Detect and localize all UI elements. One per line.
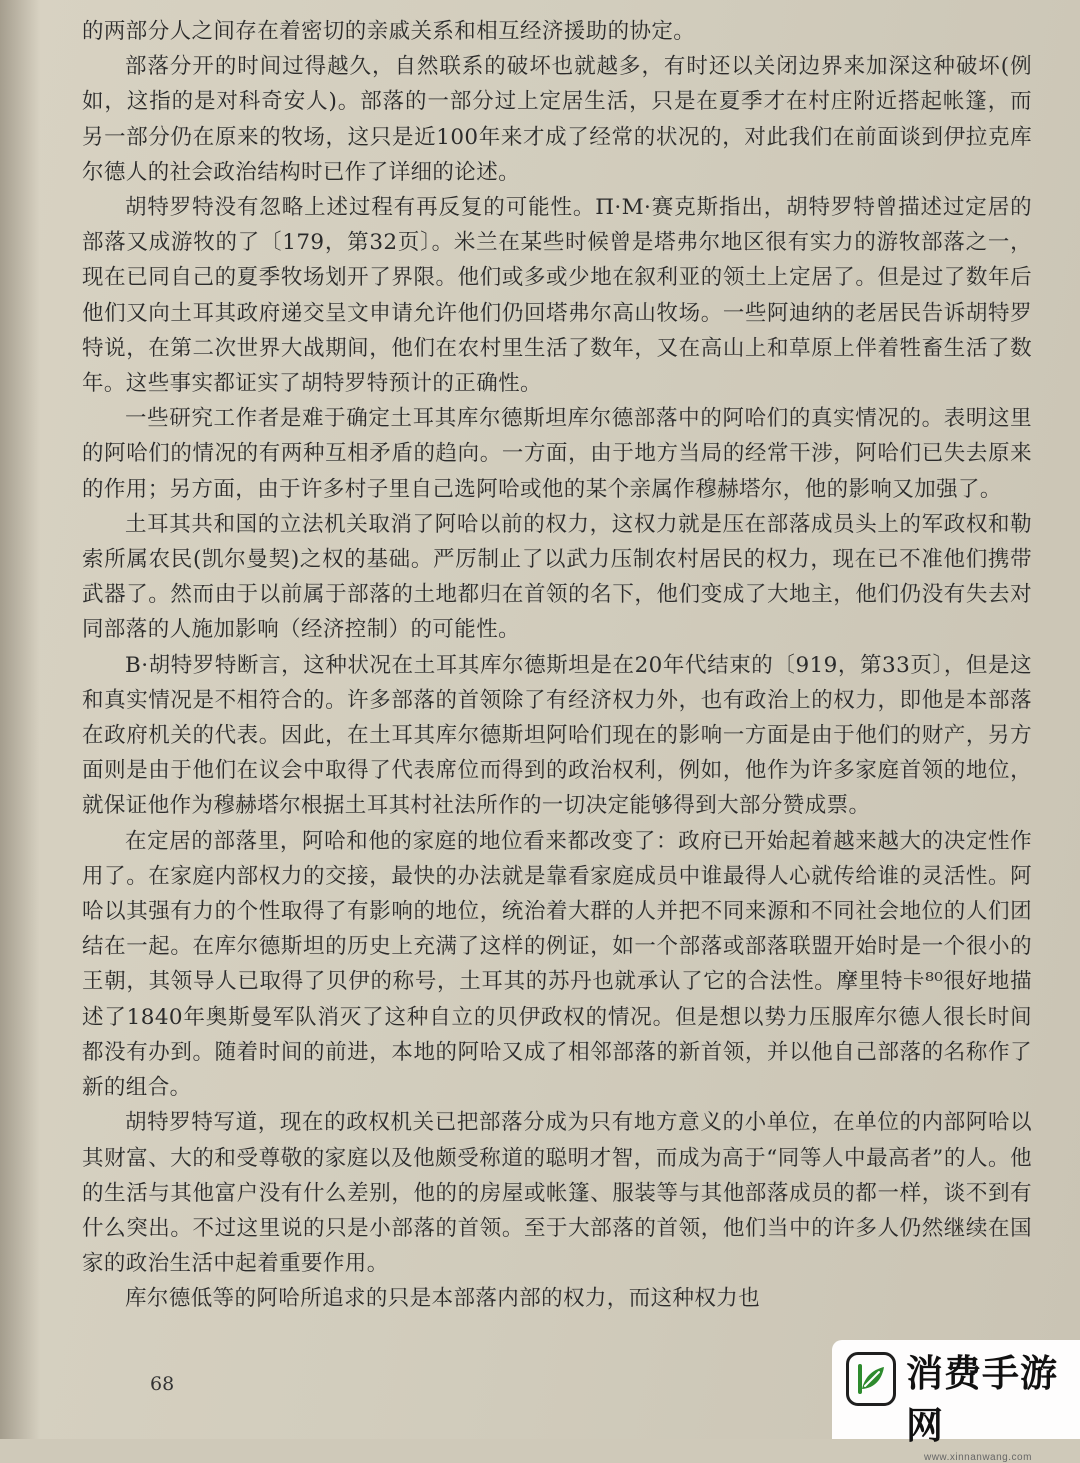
page-number: 68	[150, 1373, 175, 1395]
paragraph: 部落分开的时间过得越久，自然联系的破坏也就越多，有时还以关闭边界来加深这种破坏(例如，这指的是对科奇安人)。部落的一部分过上定居生活，只是在夏季才在村庄附近搭起帐篷，而另一部分仍在原来的牧场，这只是近100年来才成了经常的状况的，对此我们在前面谈到伊拉克库尔德人的社会政治结构时已作了详细的论述。	[82, 54, 1032, 185]
site-watermark	[832, 1340, 1080, 1463]
leaf-logo-icon	[846, 1352, 896, 1406]
paragraph: 土耳其共和国的立法机关取消了阿哈以前的权力，这权力就是压在部落成员头上的军政权和勒索所属农民(凯尔曼契)之权的基础。严厉制止了以武力压制农村居民的权力，现在已不准他们携带武器了。然而由于以前属于部落的土地都归在首领的名下，他们变成了大地主，他们仍没有失去对同部落的人施加影响（经济控制）的可能性。	[82, 511, 1032, 643]
paragraph-truncated: 库尔德低等的阿哈所追求的只是本部落内部的权力，而这种权力也	[125, 1286, 761, 1312]
paragraph: 一些研究工作者是难于确定土耳其库尔德斯坦库尔德部落中的阿哈们的真实情况的。表明这里的阿哈们的情况的有两种互相矛盾的趋向。一方面，由于地方当局的经常干涉，阿哈们已失去原来的作用；另方面，由于许多村子里自己选阿哈或他的某个亲属作穆赫塔尔，他的影响又加强了。	[82, 406, 1032, 502]
paragraph: B·胡特罗特断言，这种状况在土耳其库尔德斯坦是在20年代结束的〔919，第33页〕，但是这和真实情况是不相符合的。许多部落的首领除了有经济权力外，也有政治上的权力，即他是本部落在政府机关的代表。因此，在土耳其库尔德斯坦阿哈们现在的影响一方面是由于他们的财产，另方面则是由于他们在议会中取得了代表席位而得到的政治权利，例如，他作为许多家庭首领的地位，就保证他作为穆赫塔尔根据土耳其村社法所作的一切决定能够得到大部分赞成票。	[82, 652, 1032, 819]
paragraph: 胡特罗特写道，现在的政权机关已把部落分成为只有地方意义的小单位，在单位的内部阿哈以其财富、大的和受尊敬的家庭以及他颇受称道的聪明才智，而成为高于“同等人中最高者”的人。他的生活与其他富户没有什么差别，他的的房屋或帐篷、服装等与其他部落成员的都一样，谈不到有什么突出。不过这里说的只是小部落的首领。至于大部落的首领，他们当中的许多人仍然继续在国家的政治生活中起着重要作用。	[82, 1110, 1032, 1277]
watermark-title: 消费手游网	[905, 1352, 1058, 1447]
paragraph: 在定居的部落里，阿哈和他的家庭的地位看来都改变了：政府已开始起着越来越大的决定性作用了。在家庭内部权力的交接，最快的办法就是靠看家庭成员中谁最得人心就传给谁的灵活性。阿哈以其强有力的个性取得了有影响的地位，统治着大群的人并把不同来源和不同社会地位的人们团结在一起。在库尔德斯坦的历史上充满了这样的例证，如一个部落或部落联盟开始时是一个很小的王朝，其领导人已取得了贝伊的称号，土耳其的苏丹也就承认了它的合法性。摩里特卡⁸⁰很好地描述了1840年奥斯曼军队消灭了这种自立的贝伊政权的情况。但是想以势力压服库尔德人很长时间都没有办到。随着时间的前进，本地的阿哈又成了相邻部落的新首领，并以他自己部落的名称作了新的组合。	[82, 828, 1032, 1101]
body-text	[82, 14, 1032, 1317]
watermark-url: www.xinnanwang.com	[923, 1452, 1032, 1463]
paragraph: 胡特罗特没有忽略上述过程有再反复的可能性。П·М·赛克斯指出，胡特罗特曾描述过定居的部落又成游牧的了〔179，第32页〕。米兰在某些时候曾是塔弗尔地区很有实力的游牧部落之一，现在已同自己的夏季牧场划开了界限。他们或多或少地在叙利亚的领土上定居了。但是过了数年后他们又向土耳其政府递交呈文申请允许他们仍回塔弗尔高山牧场。一些阿迪纳的老居民告诉胡特罗特说，在第二次世界大战期间，他们在农村里生活了数年，又在高山上和草原上伴着牲畜生活了数年。这些事实都证实了胡特罗特预计的正确性。	[82, 195, 1032, 397]
paragraph-continuation: 的两部分人之间存在着密切的亲戚关系和相互经济援助的协定。	[82, 19, 696, 44]
